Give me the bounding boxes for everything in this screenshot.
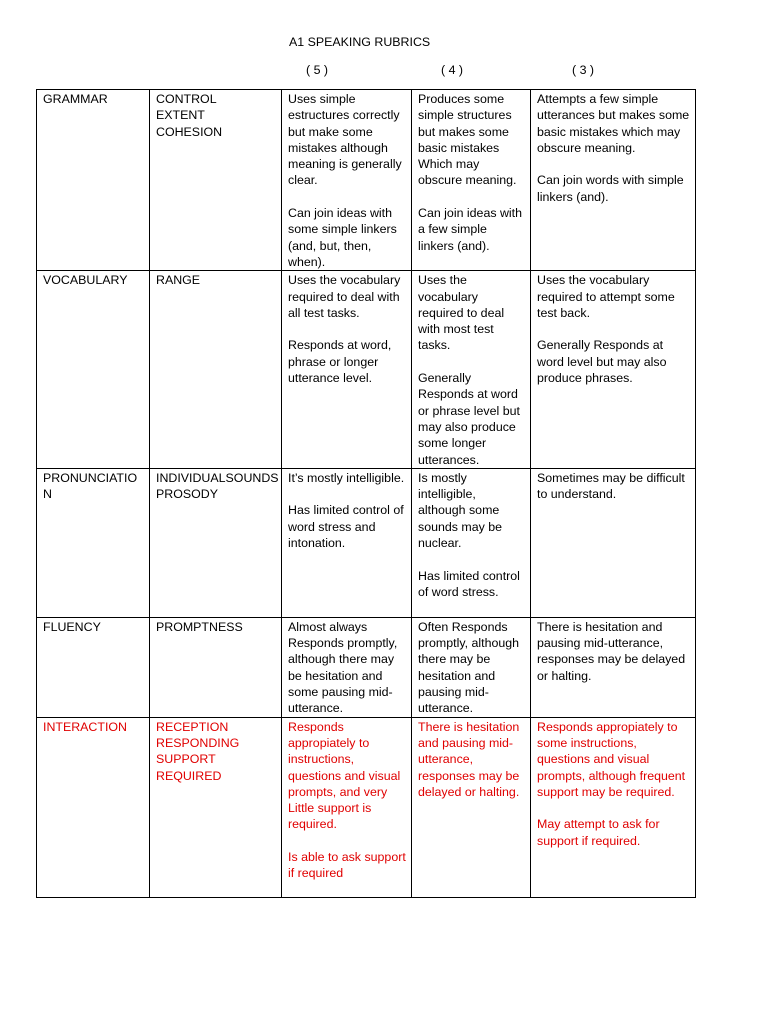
criterion-item: RESPONDING [156,735,240,750]
criterion-item: PROMPTNESS [156,619,243,634]
descriptor-text: Uses the vocabulary required to attempt some test back. [537,273,675,320]
descriptor-text: Is mostly intelligible, although some sounds may be nuclear. [418,470,503,551]
criterion-item: RANGE [156,273,201,288]
criterion-item: PROSODY [156,487,218,502]
score-4-cell [412,90,531,271]
descriptor-text: Responds appropiately to instructions, questions and visual prompts, and very Little support is required. [288,719,401,832]
descriptor-text: It’s mostly intelligible. [288,470,405,485]
criterion-item: INDIVIDUALSOUNDS [156,470,279,485]
score-5-cell [282,271,412,469]
table-row-interaction [37,717,696,897]
descriptor-text: Attempts a few simple utterances but makes some basic mistakes which may obscure meaning. [537,92,690,155]
descriptor-text: Uses the vocabulary required to deal with all test tasks. [288,273,401,320]
score-5-cell [282,617,412,717]
score-5-cell [282,468,412,617]
category-label: INTERACTION [43,719,127,734]
descriptor-text: Can join words with simple linkers (and). [537,173,684,204]
score-header-5: ( 5 ) [306,63,329,77]
table-row-grammar [37,90,696,271]
descriptor-text: Has limited control of word stress and intonation. [288,503,404,551]
descriptor-text: Produces some simple structures but makes some basic mistakes Which may obscure meaning. [418,92,517,188]
criterion-item: COHESION [156,124,223,139]
category-cell [37,717,150,897]
score-header-3: ( 3 ) [572,63,595,77]
descriptor-text: There is hesitation and pausing mid-utterance, responses may be delayed or halting. [418,719,520,799]
descriptor-text: Generally Responds at word level but may also produce phrases. [537,338,667,386]
rubric-table [36,89,696,898]
criteria-cell [150,90,282,271]
category-cell [37,90,150,271]
descriptor-text: Uses the vocabulary required to deal with most test tasks. [418,273,505,353]
criterion-item: EXTENT [156,108,205,123]
descriptor-text: There is hesitation and pausing mid-utterance, responses may be delayed or halting. [537,619,686,683]
criteria-cell [150,617,282,717]
score-header-4: ( 4 ) [441,63,464,77]
criteria-cell [150,271,282,469]
criteria-cell [150,717,282,897]
descriptor-text: Responds at word, phrase or longer utterance level. [288,338,392,386]
score-4-cell [412,468,531,617]
score-5-cell [282,717,412,897]
category-label: VOCABULARY [43,273,128,288]
score-4-cell [412,717,531,897]
table-row-pronunciation [37,468,696,617]
category-cell [37,468,150,617]
criterion-item: CONTROL [156,92,217,106]
descriptor-text: Sometimes may be difficult to understand. [537,470,685,502]
descriptor-text: Often Responds promptly, although there may be hesitation and pausing mid-utterance. [418,619,520,716]
page-title: A1 SPEAKING RUBRICS [289,35,431,49]
category-cell [37,617,150,717]
descriptor-text: Generally Responds at word or phrase level but may also produce some longer utterances. [418,371,520,467]
descriptor-text: Can join ideas with a few simple linkers (and). [418,206,523,253]
score-3-cell [531,717,696,897]
score-3-cell [531,271,696,469]
score-4-cell [412,617,531,717]
descriptor-text: Almost always Responds promptly, although there may be hesitation and some pausing mid-utterance. [288,619,398,716]
descriptor-text: Responds appropiately to some instructions, questions and visual prompts, although frequent support may be required. [537,719,686,799]
criterion-item: SUPPORT REQUIRED [156,752,222,783]
category-label: PRONUNCIATION [43,470,138,502]
descriptor-text: Has limited control of word stress. [418,568,520,599]
category-cell [37,271,150,469]
descriptor-text: Is able to ask support if required [288,849,406,881]
score-3-cell [531,90,696,271]
descriptor-text: May attempt to ask for support if required. [537,817,660,848]
score-3-cell [531,468,696,617]
score-5-cell [282,90,412,271]
category-label: FLUENCY [43,619,101,634]
table-row-fluency [37,617,696,717]
criterion-item: RECEPTION [156,719,229,734]
descriptor-text: Uses simple estructures correctly but make some mistakes although meaning is generally clear. [288,92,402,188]
table-row-vocabulary [37,271,696,469]
criteria-cell [150,468,282,617]
score-4-cell [412,271,531,469]
category-label: GRAMMAR [43,92,108,106]
score-3-cell [531,617,696,717]
descriptor-text: Can join ideas with some simple linkers (and, but, then, when). [288,206,397,269]
